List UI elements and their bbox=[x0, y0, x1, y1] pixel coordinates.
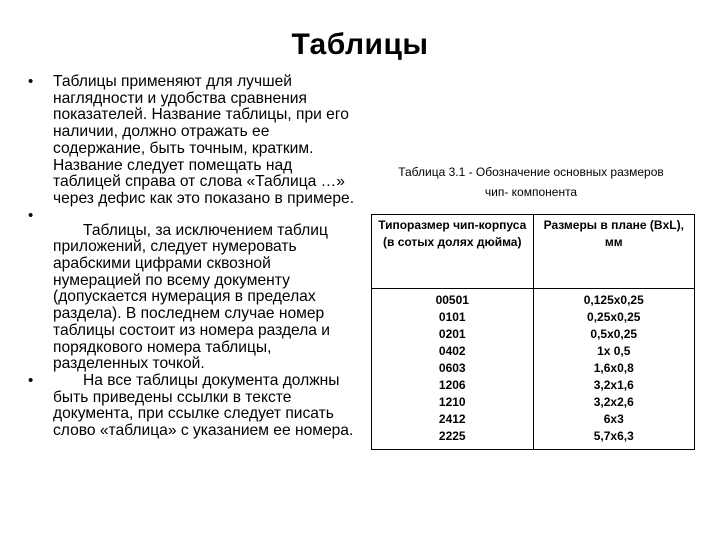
table-caption-line: чип- компонента bbox=[484, 185, 578, 199]
table-header-dimensions: Размеры в плане (BxL), мм bbox=[533, 215, 695, 289]
dimension-value: 0,5x0,25 bbox=[590, 327, 638, 341]
size-code-value: 0603 bbox=[438, 361, 466, 375]
bullet-icon: • bbox=[28, 73, 34, 90]
table-caption-line: Таблица 3.1 - Обозначение основных размеров bbox=[398, 165, 664, 179]
dimension-list bbox=[538, 292, 691, 445]
table-header-row bbox=[372, 215, 695, 289]
size-code-value: 1206 bbox=[438, 378, 466, 392]
dimension-value: 0,25x0,25 bbox=[587, 310, 641, 324]
size-code-value: 00501 bbox=[435, 293, 469, 307]
dimension-value: 6x3 bbox=[603, 412, 624, 426]
bullet-item bbox=[28, 74, 358, 208]
dimension-value: 1x 0,5 bbox=[597, 344, 631, 358]
size-code-value: 0402 bbox=[438, 344, 466, 358]
size-code-value: 0101 bbox=[438, 310, 466, 324]
table-cell-size-codes bbox=[372, 289, 534, 450]
bullet-text: Таблицы применяют для лучшей наглядности и удобства сравнения показателей. Название таблицы, при его наличии, должно отражать ее содержание, быть точным, кратким. Название следует помещать над таблицей справа от слова «Таблица …» через дефис как это показано в примере. bbox=[53, 73, 355, 207]
size-code-list bbox=[376, 292, 529, 445]
dimension-value: 5,7x6,3 bbox=[593, 429, 634, 443]
bullet-icon: • bbox=[28, 371, 34, 389]
bullet-text: На все таблицы документа должны быть приведены ссылки в тексте документа, при ссылке следует писать слово «таблица» с указанием ее номера. bbox=[53, 371, 354, 440]
bullet-item bbox=[28, 208, 358, 373]
size-code-value: 1210 bbox=[438, 395, 466, 409]
dimension-value: 3,2x1,6 bbox=[593, 378, 634, 392]
table-header-size-code: Типоразмер чип-корпуса (в сотых долях дюйма) bbox=[372, 215, 534, 289]
bullet-text: Таблицы, за исключением таблиц приложений, следует нумеровать арабскими цифрами сквозной нумерацией по всему документу (допускается нумерация в пределах раздела). В последнем случае номер таблицы состоит из номера раздела и порядкового номера таблицы, разделенных точкой. bbox=[53, 221, 331, 373]
bullet-icon: • bbox=[28, 206, 34, 224]
dimension-value: 1,6x0,8 bbox=[593, 361, 634, 375]
size-code-value: 2412 bbox=[438, 412, 466, 426]
table-cell-dimensions bbox=[533, 289, 695, 450]
bullet-item bbox=[28, 373, 358, 440]
slide-title: Таблицы bbox=[291, 28, 429, 61]
dimension-value: 3,2x2,6 bbox=[593, 395, 634, 409]
table-caption bbox=[365, 162, 697, 202]
size-code-value: 0201 bbox=[438, 327, 466, 341]
example-table bbox=[371, 214, 695, 450]
table-row bbox=[372, 289, 695, 450]
bullet-list bbox=[28, 74, 358, 440]
dimension-value: 0,125x0,25 bbox=[583, 293, 644, 307]
size-code-value: 2225 bbox=[438, 429, 466, 443]
